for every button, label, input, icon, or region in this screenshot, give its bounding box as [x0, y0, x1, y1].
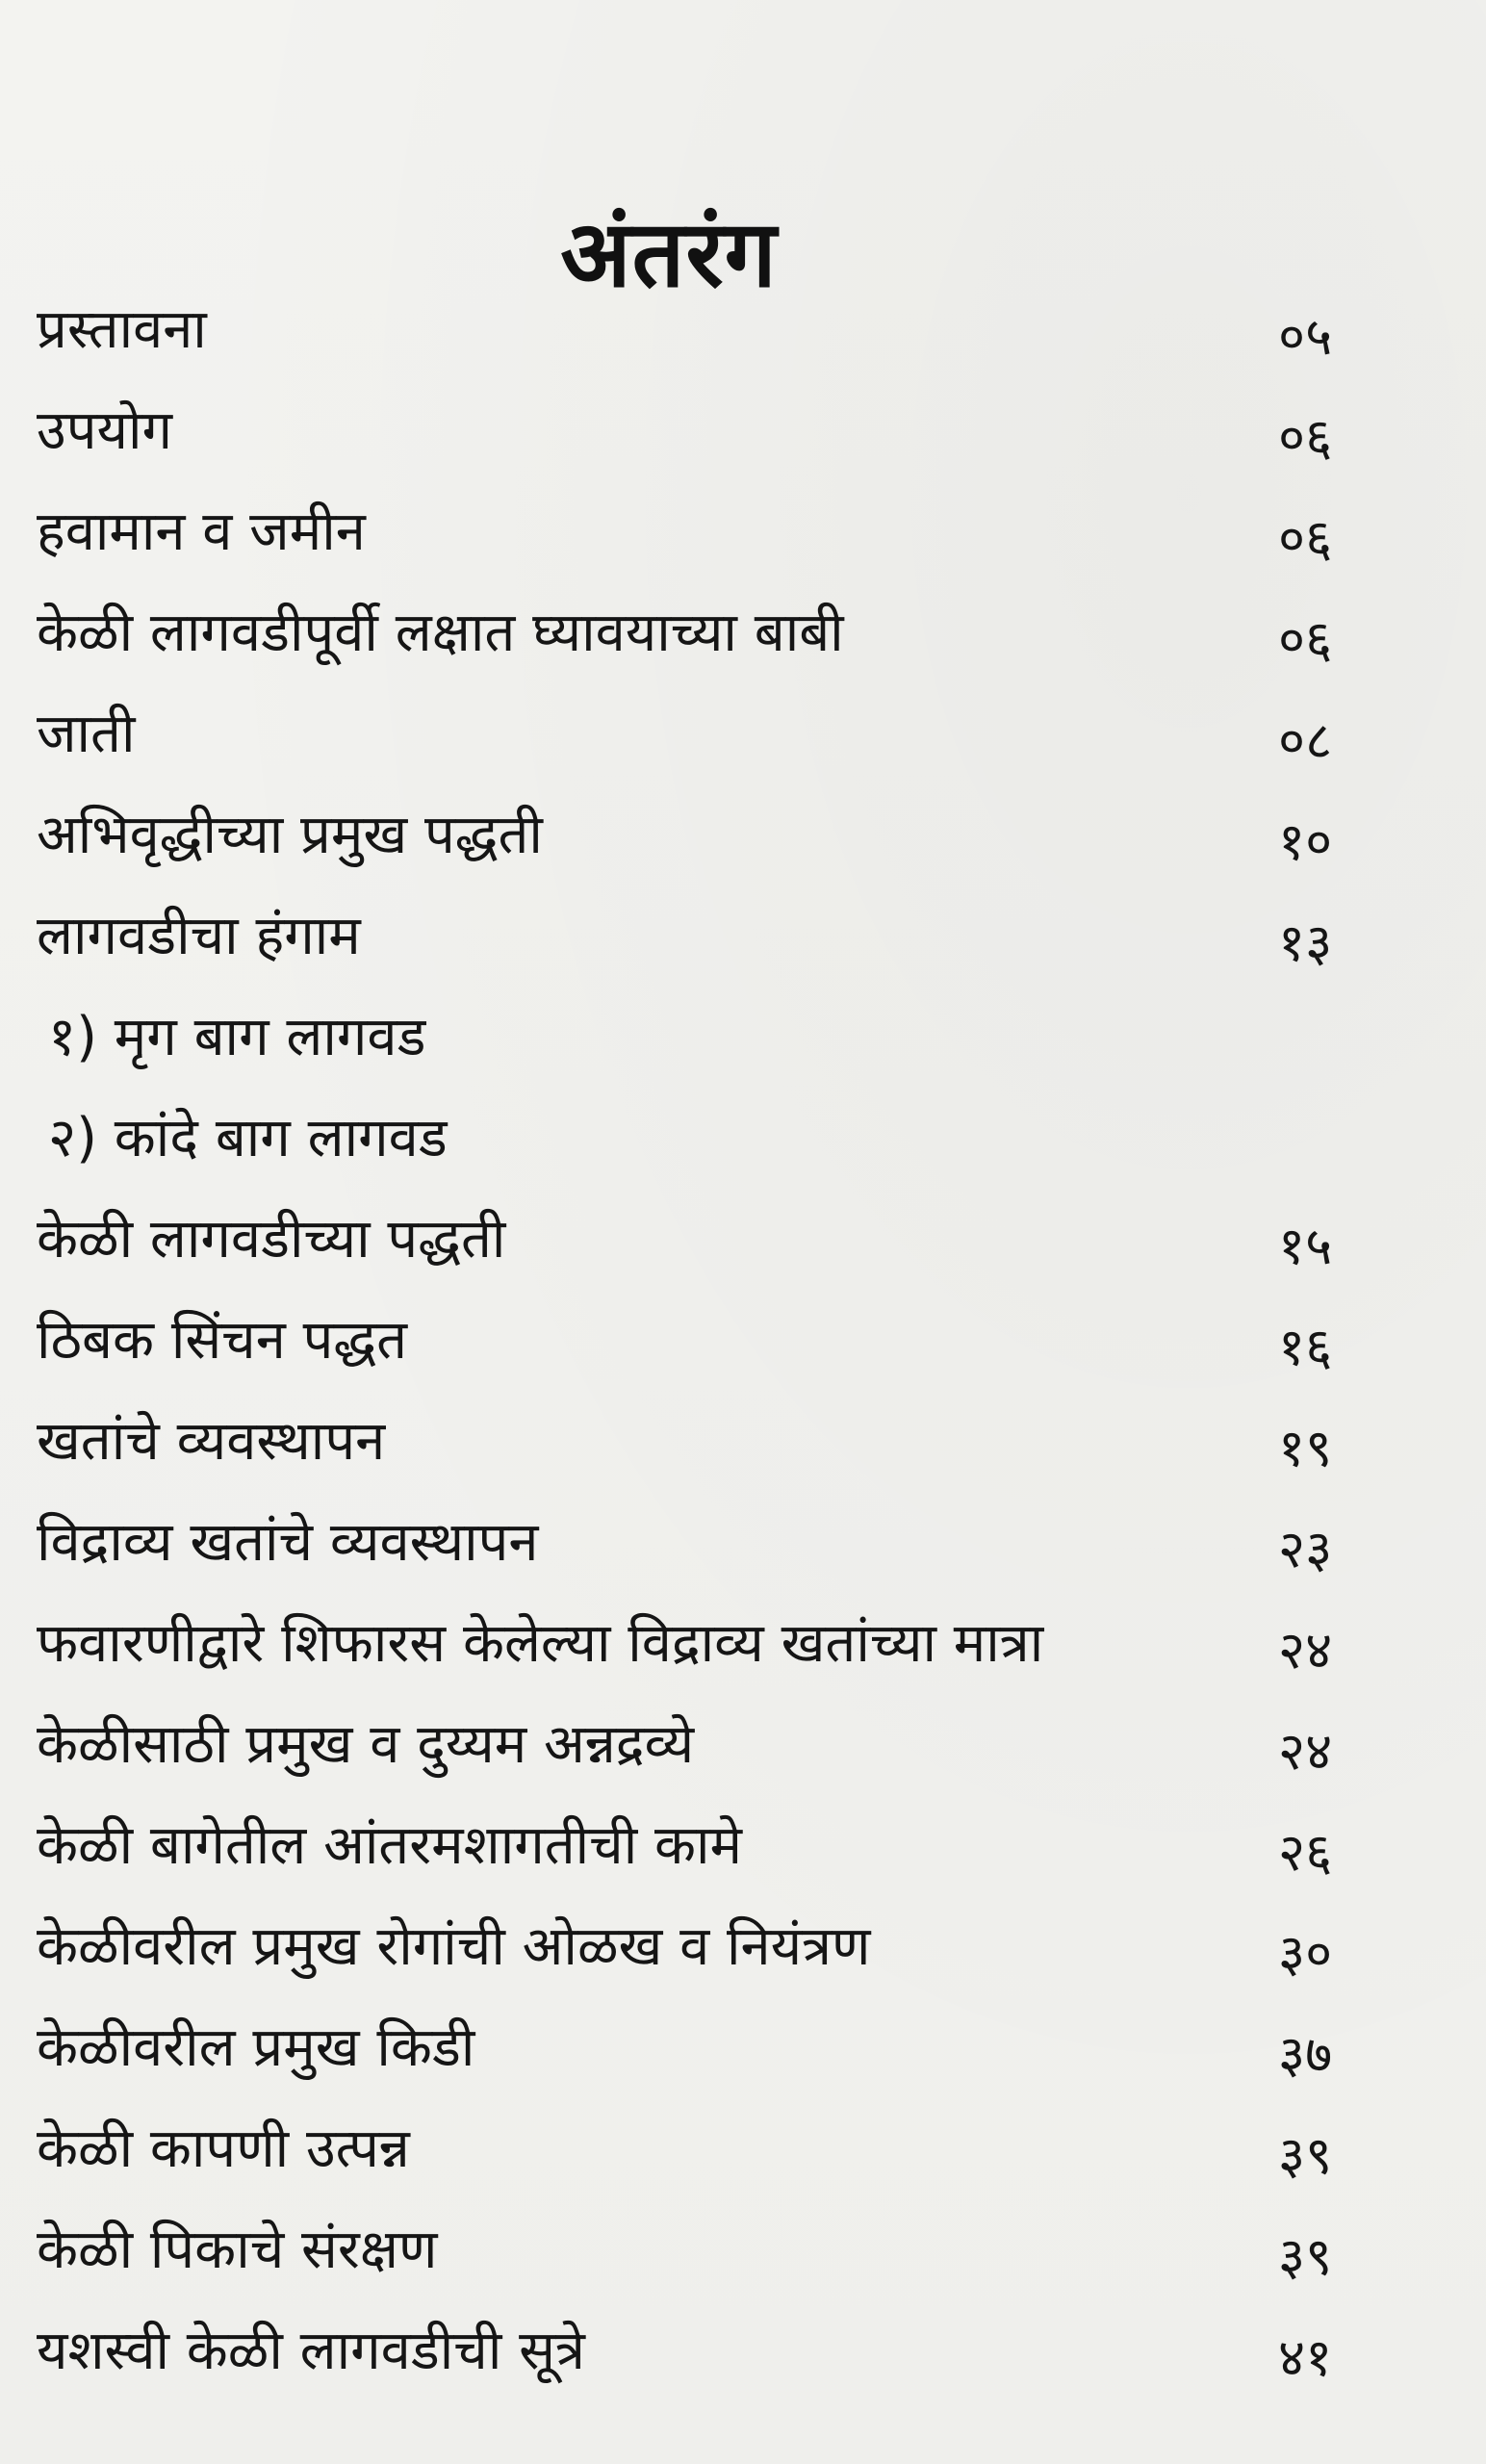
toc-entry-page: ३९: [1278, 2125, 1333, 2186]
toc-entry-page: ४१: [1278, 2327, 1333, 2388]
toc-entry-title: खतांचे व्यवस्थापन: [37, 1409, 386, 1473]
toc-entry-title: केळी बागेतील आंतरमशागतीची कामे: [37, 1813, 743, 1877]
toc-entry-title: यशस्वी केळी लागवडीची सूत्रे: [37, 2319, 585, 2382]
toc-entry: [37, 1795, 1422, 1896]
toc-entry-page: ३७: [1278, 2024, 1333, 2085]
toc-entry-page: १३: [1278, 912, 1333, 973]
toc-subentry: [37, 1088, 1422, 1189]
page-title: अंतरंग: [560, 200, 778, 309]
toc-entry-title: केळीसाठी प्रमुख व दुय्यम अन्नद्रव्ये: [37, 1712, 695, 1776]
toc-entry: [37, 1189, 1422, 1290]
toc-entry-page: २३: [1278, 1519, 1333, 1579]
toc-entry: [37, 2098, 1422, 2199]
toc-entry: [37, 2199, 1422, 2300]
toc-entry: [37, 1593, 1422, 1694]
toc-entry: [37, 1290, 1422, 1391]
toc-entry-page: १०: [1278, 811, 1333, 872]
toc-entry-title: ठिबक सिंचन पद्धत: [37, 1308, 408, 1372]
toc-entry-title: अभिवृद्धीच्या प्रमुख पद्धती: [37, 803, 543, 866]
toc-entry-title: विद्राव्य खतांचे व्यवस्थापन: [37, 1510, 539, 1574]
toc-entry: [37, 279, 1422, 380]
toc-entry-page: ०६: [1278, 609, 1333, 670]
toc-entry-page: १६: [1278, 1317, 1333, 1377]
toc-entry-page: ०६: [1278, 407, 1333, 468]
toc-entry: [37, 481, 1422, 582]
toc-entry-title: जाती: [37, 702, 136, 765]
toc-entry: [37, 1492, 1422, 1593]
toc-entry-title: केळी लागवडीपूर्वी लक्षात घ्यावयाच्या बाबी: [37, 601, 844, 664]
toc-entry-page: २४: [1278, 1721, 1333, 1782]
toc-subentry-title: २) कांदे बाग लागवड: [48, 1106, 448, 1169]
toc-entry: [37, 380, 1422, 481]
toc-entry-title: प्रस्तावना: [37, 297, 207, 361]
toc-entry-page: ०६: [1278, 508, 1333, 569]
toc-entry-title: केळी लागवडीच्या पद्धती: [37, 1207, 506, 1270]
toc-subentry: [37, 987, 1422, 1088]
toc-entry: [37, 784, 1422, 886]
toc-entry: [37, 1694, 1422, 1795]
toc-entry-title: केळी कापणी उत्पन्न: [37, 2117, 410, 2180]
toc-entry-title: उपयोग: [37, 398, 173, 462]
toc-entry-page: ३९: [1278, 2226, 1333, 2287]
toc-entry-page: ३०: [1278, 1923, 1333, 1984]
toc-entry-page: २६: [1278, 1822, 1333, 1883]
toc-entry: [37, 683, 1422, 784]
toc-subentry-title: १) मृग बाग लागवड: [48, 1005, 426, 1068]
toc-entry-title: लागवडीचा हंगाम: [37, 904, 361, 967]
toc-entry-title: फवारणीद्वारे शिफारस केलेल्या विद्राव्य खतांच्या मात्रा: [37, 1611, 1044, 1675]
table-of-contents: [37, 279, 1422, 2401]
toc-entry: [37, 886, 1422, 987]
toc-entry-page: १९: [1278, 1418, 1333, 1478]
toc-entry: [37, 1896, 1422, 1997]
toc-entry: [37, 582, 1422, 683]
toc-entry-page: ०८: [1278, 710, 1333, 771]
toc-entry-title: केळीवरील प्रमुख किडी: [37, 2015, 475, 2079]
toc-entry-title: केळीवरील प्रमुख रोगांची ओळख व नियंत्रण: [37, 1914, 871, 1978]
toc-entry-title: हवामान व जमीन: [37, 500, 366, 563]
toc-entry-page: १५: [1278, 1216, 1333, 1276]
toc-entry: [37, 1997, 1422, 2098]
toc-entry: [37, 1391, 1422, 1492]
toc-entry: [37, 2300, 1422, 2401]
toc-entry-title: केळी पिकाचे संरक्षण: [37, 2218, 438, 2281]
toc-entry-page: ०५: [1278, 306, 1333, 367]
toc-entry-page: २४: [1278, 1620, 1333, 1681]
